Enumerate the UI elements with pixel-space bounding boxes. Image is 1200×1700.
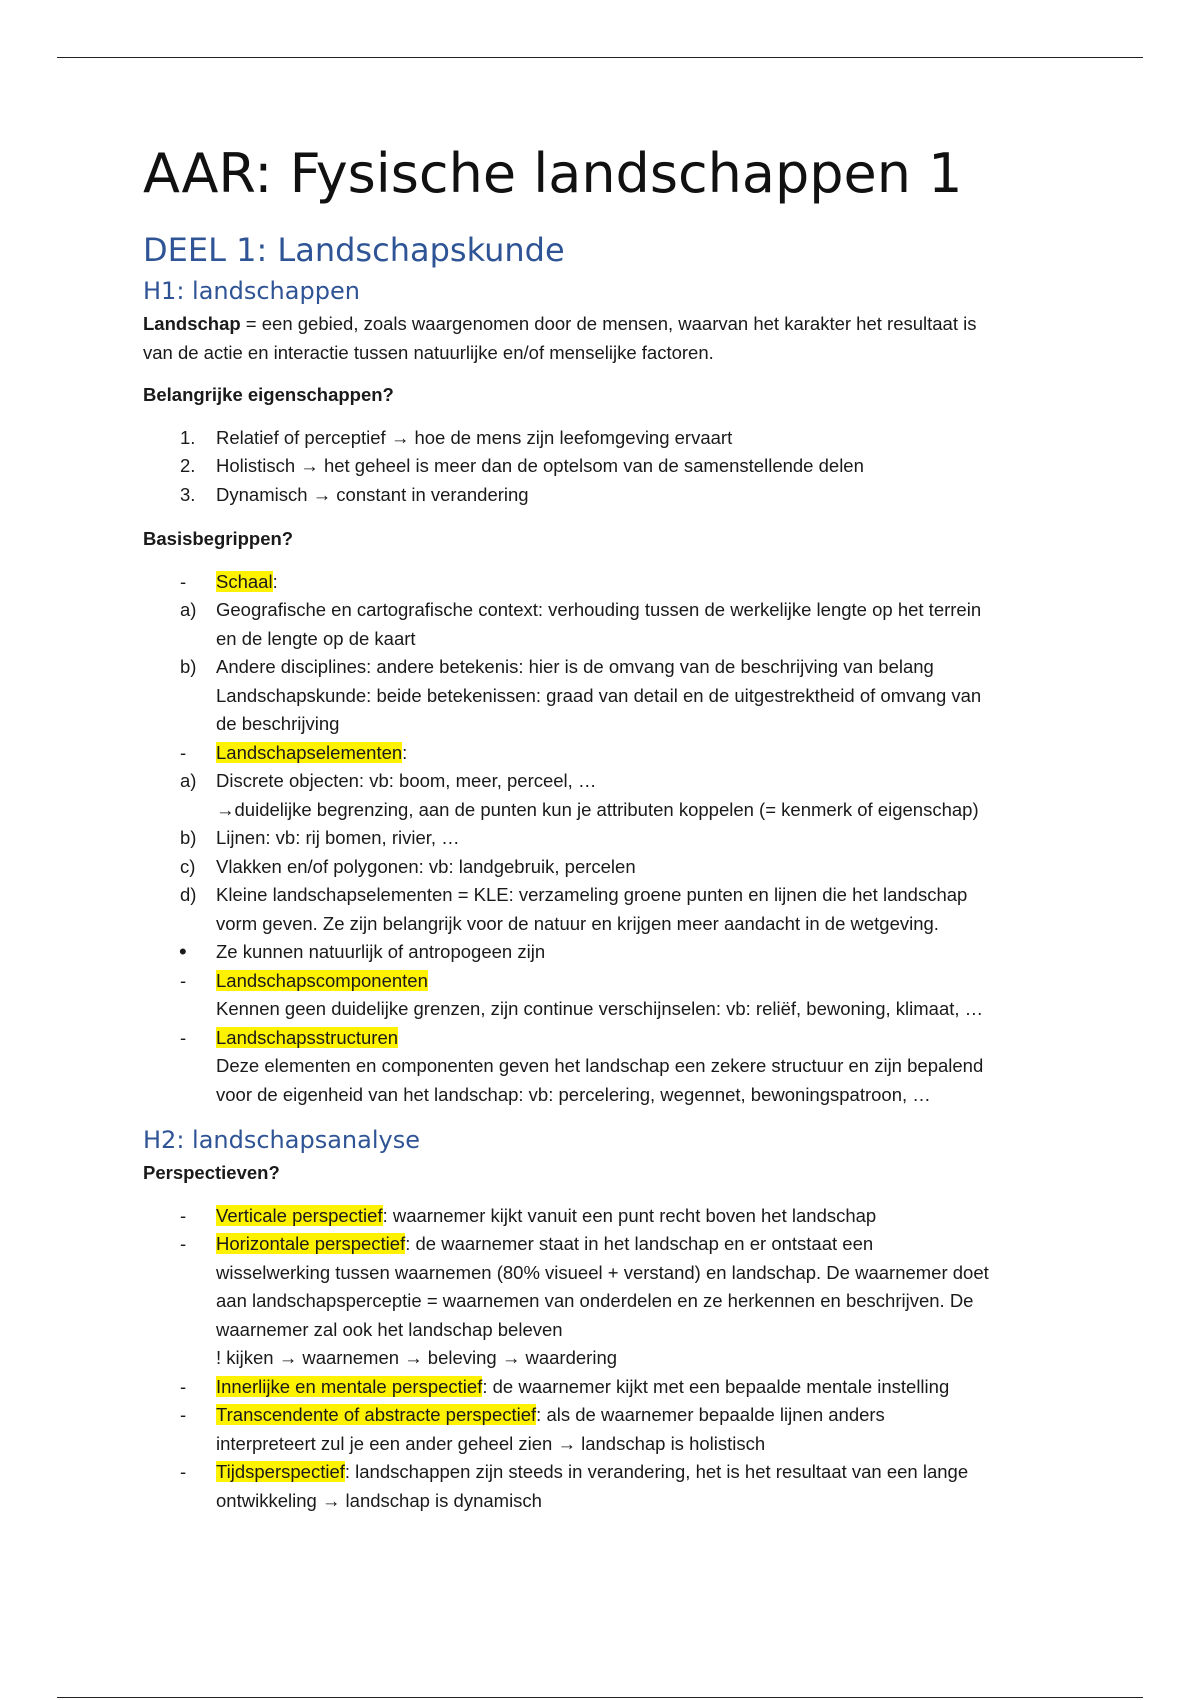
highlight-term: Verticale perspectief	[216, 1204, 383, 1226]
list-item: a) Geografische en cartografische context: verhouding tussen de werkelijke lengte op het terrein en de lengte op de kaart	[180, 599, 982, 649]
list-item: - Verticale perspectief: waarnemer kijkt vanuit een punt recht boven het landschap	[180, 1204, 877, 1226]
question-perspectieven: Perspectieven?	[143, 1162, 280, 1183]
highlight-term: Landschapselementen	[216, 741, 403, 763]
list-item: - Horizontale perspectief: de waarnemer staat in het landschap en er ontstaat een wisselwerking tussen waarnemen (80% visueel + verstand) en landschap. De waarnemer doet aan landschapsperceptie = waarnemen van onderdelen en ze herkennen en beschrijven. De waarnemer zal ook het landschap beleven ! kijken → waarnemen → beleving → waardering	[180, 1233, 989, 1368]
question-eigenschappen: Belangrijke eigenschappen?	[143, 384, 394, 405]
highlight-term: Tijdsperspectief	[216, 1461, 345, 1482]
list-item: • Ze kunnen natuurlijk of antropogeen zijn	[179, 939, 546, 964]
highlight-term: Landschapscomponenten	[216, 969, 428, 991]
perspectieven-list	[143, 1202, 1063, 1516]
chapter-heading-h2: H2: landschapsanalyse	[143, 1126, 420, 1154]
top-rule	[57, 57, 1143, 58]
list-item-landschapsstructuren: - Landschapsstructuren Deze elementen en componenten geven het landschap een zekere structuur en zijn bepalend voor de eigenheid van het landschap: vb: percelering, wegennet, bewoningspatroon, …	[180, 1026, 984, 1105]
list-item-landschapselementen: - Landschapselementen:	[180, 741, 408, 763]
section-heading-deel1: DEEL 1: Landschapskunde	[143, 231, 565, 269]
list-item: 1. Relatief of perceptief → hoe de mens zijn leefomgeving ervaart	[180, 426, 733, 448]
list-item: b) Lijnen: vb: rij bomen, rivier, …	[180, 827, 460, 848]
definition-landschap: Landschap = een gebied, zoals waargenomen door de mensen, waarvan het karakter het resultaat is van de actie en interactie tussen natuurlijke en/of menselijke factoren.	[143, 313, 977, 363]
question-basisbegrippen: Basisbegrippen?	[143, 528, 294, 549]
document-body	[143, 140, 1063, 1531]
highlight-term: Horizontale perspectief	[216, 1233, 406, 1254]
highlight-term: Transcendente of abstracte perspectief	[216, 1404, 537, 1425]
list-item: d) Kleine landschapselementen = KLE: verzameling groene punten en lijnen die het landschap vorm geven. Ze zijn belangrijk voor de natuur en krijgen meer aandacht in de wetgeving.	[180, 884, 968, 934]
list-item: - Innerlijke en mentale perspectief: de waarnemer kijkt met een bepaalde mentale instelling	[180, 1375, 950, 1397]
highlight-term: Schaal	[216, 570, 273, 592]
definition-term: Landschap	[143, 313, 241, 334]
list-item: b) Andere disciplines: andere betekenis: hier is de omvang van de beschrijving van belang Landschapskunde: beide betekenissen: graad van detail en de uitgestrektheid of omvang van de beschrijving	[180, 656, 982, 734]
properties-list	[143, 424, 1063, 510]
list-item: c) Vlakken en/of polygonen: vb: landgebruik, percelen	[180, 855, 636, 877]
document-title: AAR: Fysische landschappen 1	[143, 142, 963, 205]
list-item: - Tijdsperspectief: landschappen zijn steeds in verandering, het is het resultaat van een lange ontwikkeling → landschap is dynamisch	[180, 1461, 969, 1511]
chapter-heading-h1: H1: landschappen	[143, 277, 360, 305]
highlight-term: Landschapsstructuren	[216, 1026, 399, 1048]
list-item-schaal: - Schaal:	[180, 570, 278, 592]
list-item: a) Discrete objecten: vb: boom, meer, perceel, … →duidelijke begrenzing, aan de punten kun je attributen koppelen (= kenmerk of eigenschap)	[180, 770, 979, 820]
list-item: 3. Dynamisch → constant in verandering	[180, 483, 529, 505]
list-item: - Transcendente of abstracte perspectief: als de waarnemer bepaalde lijnen anders interpreteert zul je een ander geheel zien → landschap is holistisch	[180, 1404, 885, 1454]
bottom-rule	[57, 1697, 1143, 1698]
basisbegrippen-list	[143, 568, 1063, 1110]
list-item-landschapscomponenten: - Landschapscomponenten Kennen geen duidelijke grenzen, zijn continue verschijnselen: vb: reliëf, bewoning, klimaat, …	[180, 969, 984, 1019]
list-item: 2. Holistisch → het geheel is meer dan de optelsom van de samenstellende delen	[180, 455, 864, 476]
highlight-term: Innerlijke en mentale perspectief	[216, 1375, 483, 1397]
